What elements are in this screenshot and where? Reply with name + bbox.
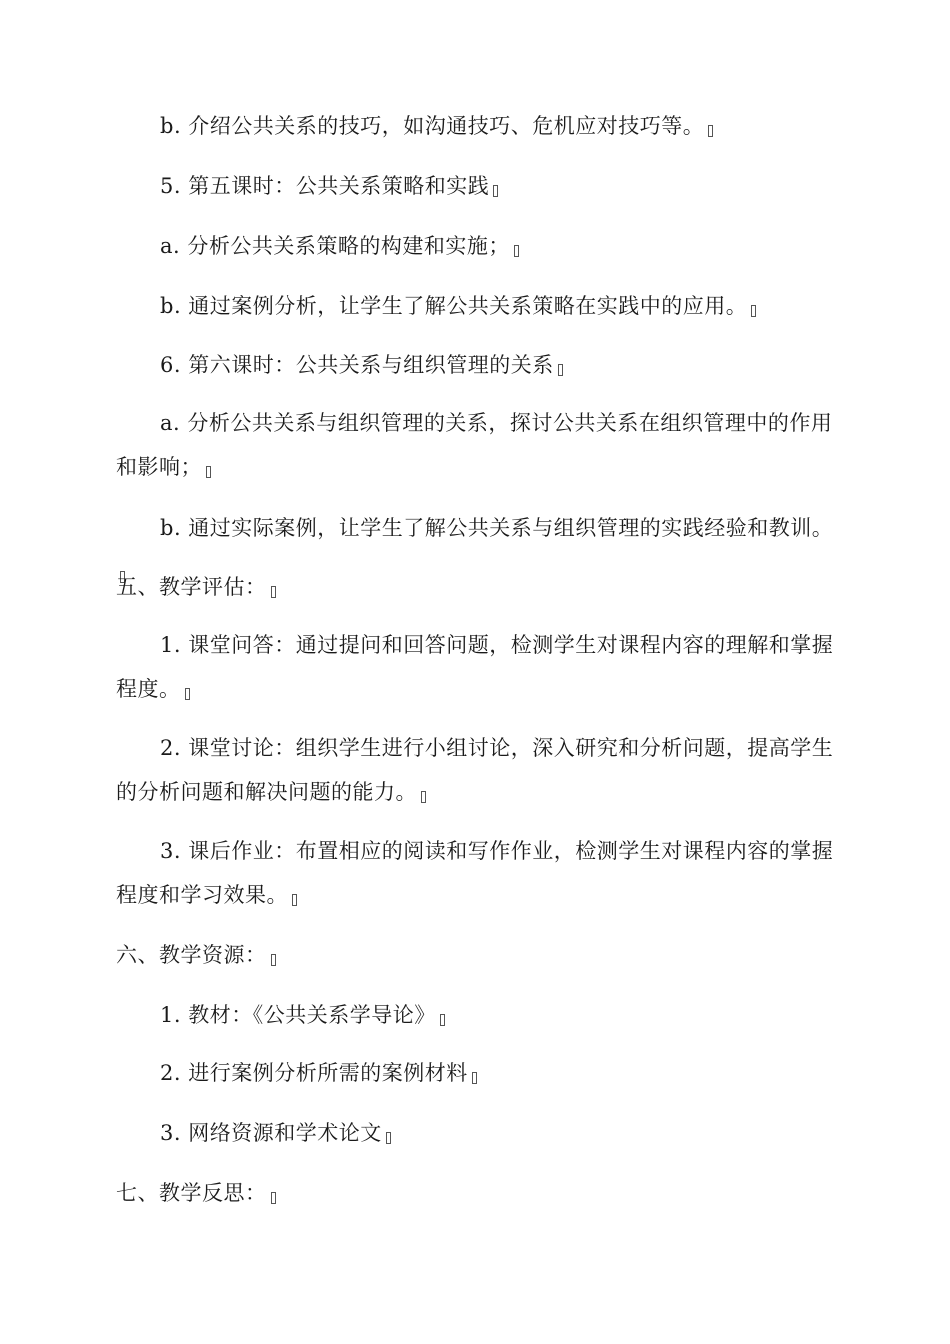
paragraph-text: b. 介绍公共关系的技巧，如沟通技巧、危机应对技巧等。 bbox=[160, 114, 705, 138]
paragraph bbox=[116, 401, 834, 489]
paragraph-mark-icon bbox=[472, 1072, 477, 1084]
paragraph-mark-icon bbox=[185, 688, 190, 700]
paragraph bbox=[116, 104, 834, 148]
paragraph bbox=[116, 343, 834, 387]
paragraph bbox=[116, 623, 834, 711]
paragraph-text: a. 分析公共关系策略的构建和实施； bbox=[160, 234, 510, 258]
paragraph-mark-icon bbox=[271, 954, 276, 966]
paragraph-text: b. 通过实际案例，让学生了解公共关系与组织管理的实践经验和教训。 bbox=[160, 516, 834, 540]
paragraph-text: 2. 进行案例分析所需的案例材料 bbox=[160, 1061, 468, 1085]
paragraph-mark-icon bbox=[558, 364, 563, 376]
paragraph-text: 3. 课后作业：布置相应的阅读和写作作业，检测学生对课程内容的掌握程度和学习效果。 bbox=[116, 839, 834, 907]
paragraph bbox=[116, 224, 834, 268]
paragraph-mark-icon bbox=[421, 791, 426, 803]
paragraph bbox=[116, 993, 834, 1037]
paragraph-text: 1. 教材：《公共关系学导论》 bbox=[160, 1003, 436, 1027]
paragraph-mark-icon bbox=[386, 1132, 391, 1144]
paragraph-mark-icon bbox=[751, 305, 756, 317]
paragraph-mark-icon bbox=[708, 125, 713, 137]
paragraph-mark-icon bbox=[206, 466, 211, 478]
paragraph-text: 6. 第六课时：公共关系与组织管理的关系 bbox=[160, 353, 554, 377]
paragraph-mark-icon bbox=[440, 1014, 445, 1026]
paragraph-mark-icon bbox=[514, 245, 519, 257]
paragraph-mark-icon bbox=[493, 185, 498, 197]
paragraph-mark-icon bbox=[292, 894, 297, 906]
paragraph bbox=[116, 1051, 834, 1095]
paragraph bbox=[116, 829, 834, 917]
section-heading-text: 五、教学评估： bbox=[116, 575, 267, 599]
section-heading-text: 六、教学资源： bbox=[116, 943, 267, 967]
paragraph-mark-icon bbox=[271, 586, 276, 598]
section-heading bbox=[116, 565, 834, 609]
section-heading bbox=[116, 933, 834, 977]
paragraph-text: a. 分析公共关系与组织管理的关系，探讨公共关系在组织管理中的作用和影响； bbox=[116, 411, 833, 479]
paragraph-text: 2. 课堂讨论：组织学生进行小组讨论，深入研究和分析问题，提高学生的分析问题和解决问题的能力。 bbox=[116, 736, 834, 804]
paragraph-text: b. 通过案例分析，让学生了解公共关系策略在实践中的应用。 bbox=[160, 294, 748, 318]
paragraph-text: 1. 课堂问答：通过提问和回答问题，检测学生对课程内容的理解和掌握程度。 bbox=[116, 633, 834, 701]
section-heading bbox=[116, 1171, 834, 1215]
paragraph bbox=[116, 726, 834, 814]
paragraph-text: 3. 网络资源和学术论文 bbox=[160, 1121, 382, 1145]
paragraph-text: 5. 第五课时：公共关系策略和实践 bbox=[160, 174, 490, 198]
paragraph bbox=[116, 164, 834, 208]
paragraph bbox=[116, 284, 834, 328]
paragraph bbox=[116, 1111, 834, 1155]
paragraph-mark-icon bbox=[271, 1192, 276, 1204]
section-heading-text: 七、教学反思： bbox=[116, 1181, 267, 1205]
